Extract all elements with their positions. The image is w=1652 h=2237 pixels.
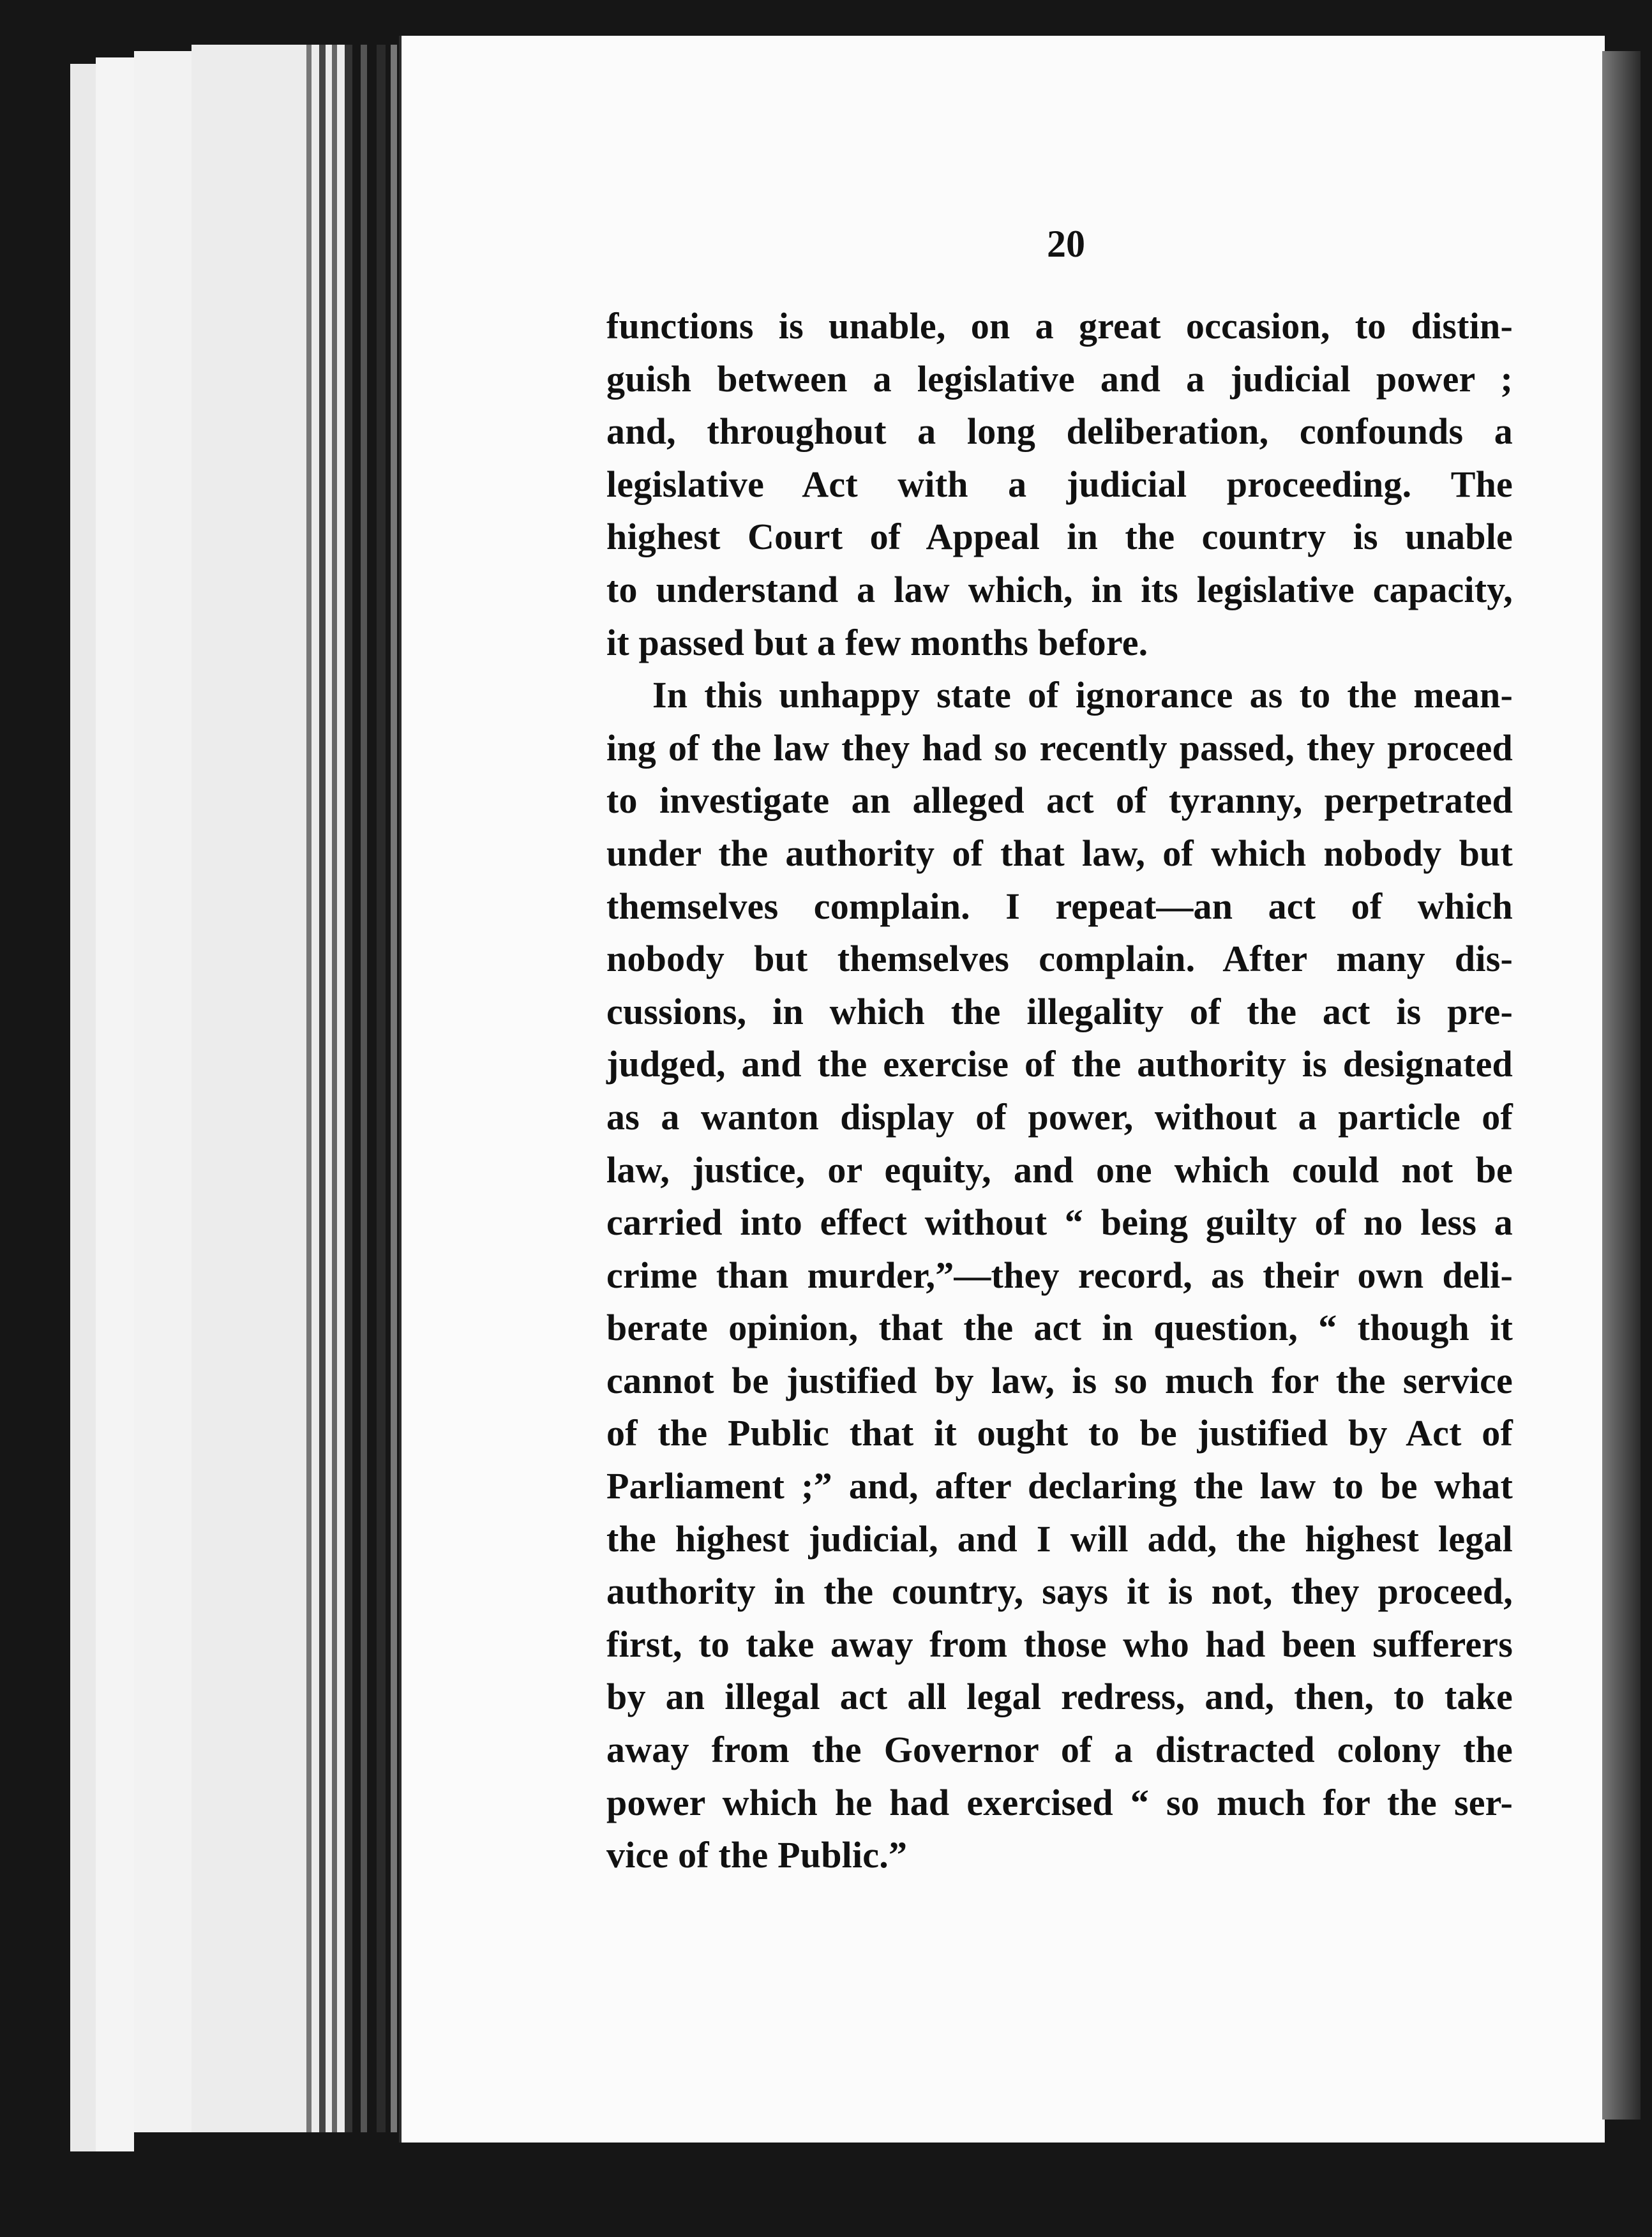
body-text	[606, 300, 1513, 1882]
text-line: themselves complain. I repeat—an act of which	[606, 885, 1513, 927]
page-edge	[345, 45, 352, 2132]
text-line: judged, and the exercise of the authority is designated	[606, 1043, 1513, 1085]
text-line: vice of the Public.”	[606, 1834, 908, 1876]
page-edge	[306, 45, 312, 2132]
text-line: nobody but themselves complain. After many dis-	[606, 938, 1513, 980]
page-edge	[377, 45, 386, 2132]
page-right-shadow	[1602, 51, 1641, 2120]
left-margin-strip-inner	[96, 57, 134, 2151]
page-edge	[361, 45, 367, 2132]
text-line: of the Public that it ought to be justified by Act of	[606, 1412, 1513, 1454]
text-line: to understand a law which, in its legislative capacity,	[606, 568, 1513, 610]
text-line: legislative Act with a judicial proceeding. The	[606, 463, 1513, 505]
text-line: guish between a legislative and a judicial power ;	[606, 358, 1513, 400]
text-line: In this unhappy state of ignorance as to the mean-	[652, 674, 1513, 716]
page-edge	[391, 45, 397, 2132]
left-margin-strip	[70, 64, 96, 2151]
text-line: first, to take away from those who had been sufferers	[606, 1623, 1513, 1665]
text-line: the highest judicial, and I will add, the highest legal	[606, 1518, 1513, 1560]
page-edge	[332, 45, 337, 2132]
text-line: authority in the country, says it is not, they proceed,	[606, 1570, 1513, 1613]
text-line: it passed but a few months before.	[606, 621, 1148, 663]
text-line: cussions, in which the illegality of the act is pre-	[606, 990, 1513, 1032]
text-line: crime than murder,”—they record, as their own deli-	[606, 1254, 1513, 1296]
text-line: law, justice, or equity, and one which could not be	[606, 1149, 1513, 1191]
text-line: to investigate an alleged act of tyranny, perpetrated	[606, 780, 1513, 822]
text-line: berate opinion, that the act in question, “ though it	[606, 1307, 1513, 1349]
text-line: power which he had exercised “ so much for the ser-	[606, 1781, 1513, 1823]
text-line: highest Court of Appeal in the country is unable	[606, 516, 1513, 558]
text-line: as a wanton display of power, without a particle of	[606, 1096, 1513, 1138]
page-edge	[319, 45, 326, 2132]
text-line: Parliament ;” and, after declaring the law to be what	[606, 1465, 1513, 1507]
text-line: ing of the law they had so recently passed, they proceed	[606, 727, 1513, 769]
text-line: cannot be justified by law, is so much for the service	[606, 1359, 1513, 1401]
text-line: by an illegal act all legal redress, and, then, to take	[606, 1676, 1513, 1718]
page-number: 20	[1047, 223, 1085, 265]
text-line: functions is unable, on a great occasion, to distin-	[606, 305, 1513, 347]
text-line: under the authority of that law, of which nobody but	[606, 832, 1513, 874]
text-line: and, throughout a long deliberation, confounds a	[606, 410, 1513, 453]
text-line: away from the Governor of a distracted colony the	[606, 1729, 1513, 1771]
text-line: carried into effect without “ being guilty of no less a	[606, 1201, 1513, 1244]
